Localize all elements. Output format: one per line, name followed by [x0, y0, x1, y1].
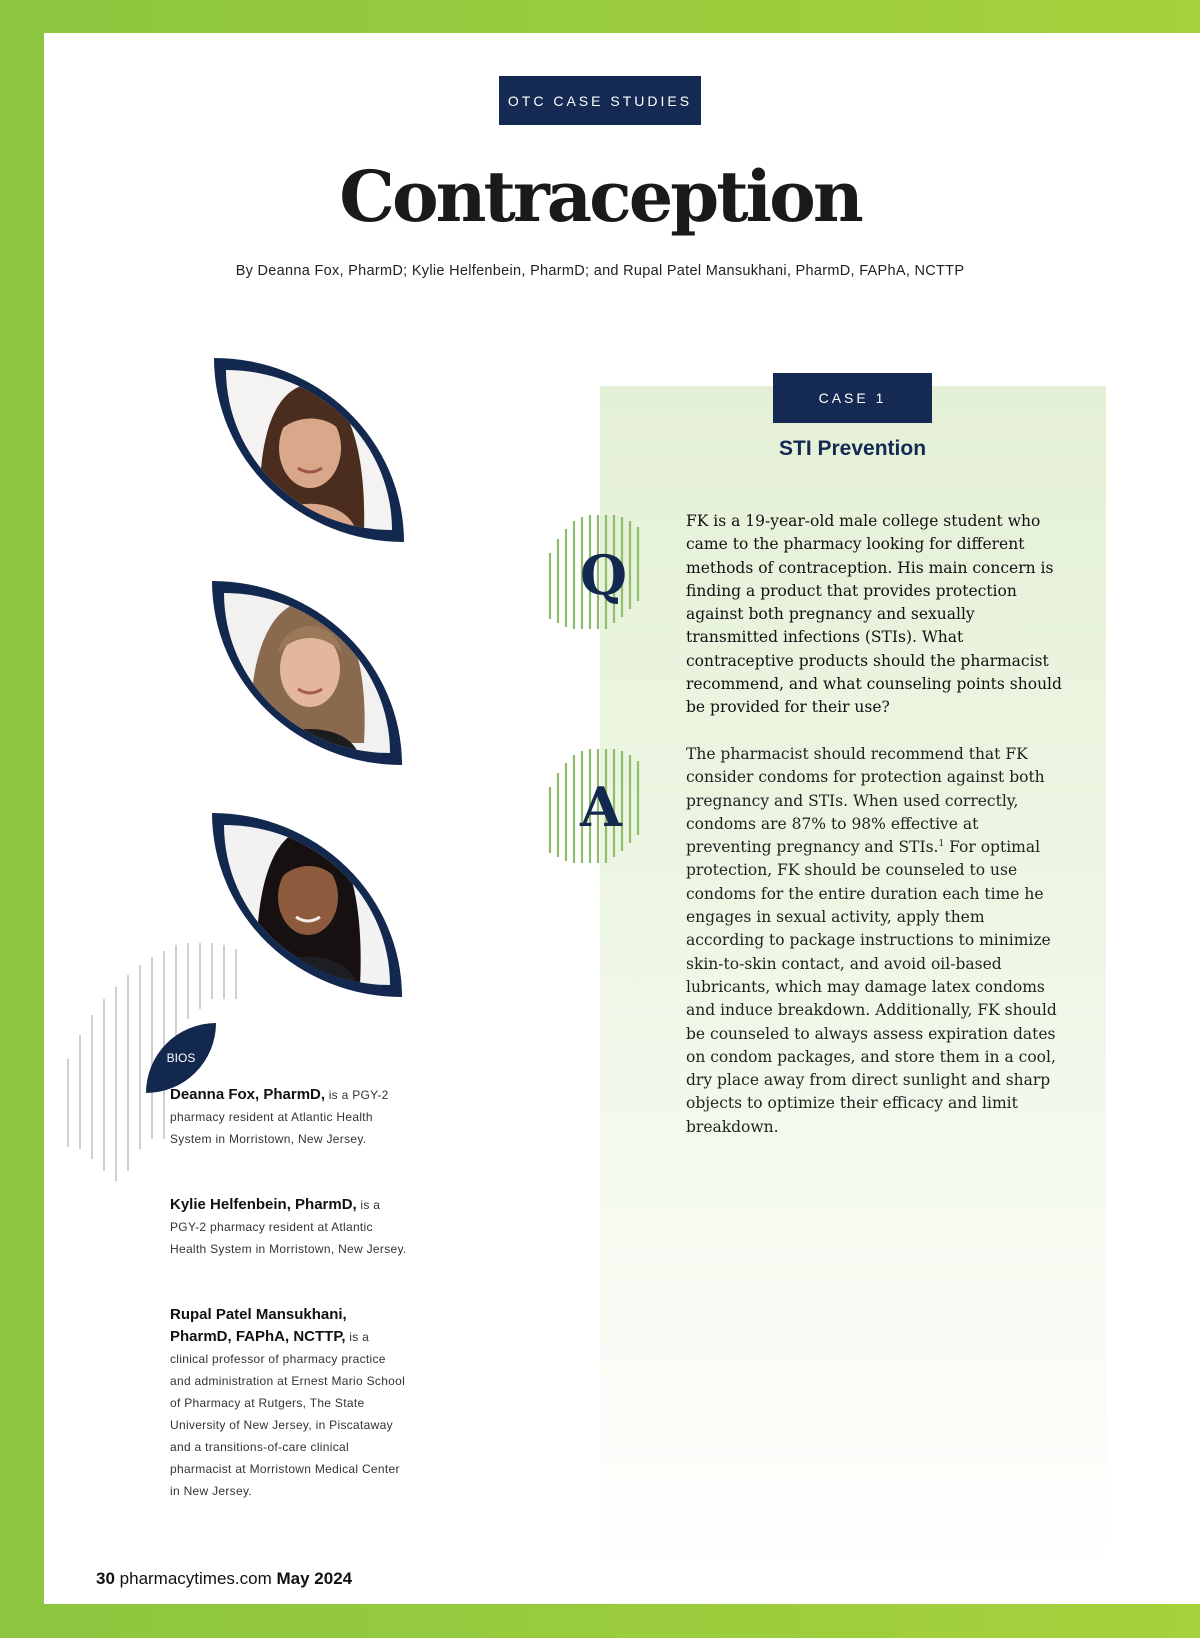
bio-connector: is a [360, 1198, 381, 1212]
footer-site: pharmacytimes.com [119, 1569, 272, 1588]
bio-connector: is a [328, 1088, 349, 1102]
byline: By Deanna Fox, PharmD; Kylie Helfenbein, PharmD; and Rupal Patel Mansukhani, PharmD, FAPhA, NCTTP [235, 263, 965, 279]
page-number: 30 [96, 1569, 115, 1588]
page-title: Contraception [339, 155, 861, 238]
bios-label: BIOS [146, 1023, 216, 1093]
bio-connector: is a [349, 1330, 370, 1344]
portrait-image [224, 593, 390, 753]
case-title: STI Prevention [778, 437, 927, 460]
answer-letter: A [580, 775, 622, 839]
bio-name-line1: Rupal Patel Mansukhani, [170, 1306, 347, 1323]
page [44, 33, 1200, 1604]
bio-text: PGY-2 pharmacy resident at Atlantic Health System in Morristown, New Jersey. [170, 1088, 389, 1146]
answer-text-part1: The pharmacist should recommend that FK consider condoms for protection against both pregnancy and STIs. When used correctly, condoms are 87% to 98% effective at preventing pregnancy and STIs. [686, 745, 1045, 857]
page-footer [96, 1569, 352, 1589]
case-tag: CASE 1 [773, 373, 932, 423]
bio-name: Kylie Helfenbein, PharmD, [170, 1196, 357, 1213]
author-photo-deanna-fox [214, 358, 404, 542]
bio-kylie-helfenbein [170, 1194, 410, 1260]
bio-name: Deanna Fox, PharmD, [170, 1086, 326, 1103]
question-letter: Q [580, 543, 628, 607]
section-label: OTC CASE STUDIES [499, 76, 701, 125]
bio-text: clinical professor of pharmacy practice and administration at Ernest Mario School of Pharmacy at Rutgers, The State University of New Jersey, in Piscataway and a transitions-of-care clinical pharmacist at Morristown Medical Center in New Jersey. [170, 1352, 406, 1498]
portrait-image [226, 370, 392, 530]
answer-text-part2: For optimal protection, FK should be counseled to use condoms for the entire duration each time he engages in sexual activity, apply them according to package instructions to minimize skin-to-skin contact, and avoid oil-based lubricants, which may damage latex condoms and induce breakdown. Additionally, FK should be counseled to always assess expiration dates on condom packages, and store them in a cool, dry place away from direct sunlight and sharp objects to optimize their efficacy and limit breakdown. [686, 838, 1057, 1136]
bio-name-line2: PharmD, FAPhA, NCTTP, [170, 1328, 346, 1345]
footer-issue: May 2024 [276, 1569, 353, 1588]
bio-deanna-fox [170, 1084, 410, 1150]
answer-reference: 1 [938, 839, 945, 850]
question-text: FK is a 19-year-old male college student who came to the pharmacy looking for different methods of contraception. His main concern is finding a product that provides protection against both pregnancy and sexually transmitted infections (STIs). What contraceptive products should the pharmacist recommend, and what counseling points should be provided for their use? [686, 512, 1062, 717]
answer-text [686, 743, 1066, 1139]
bio-rupal-mansukhani [170, 1304, 406, 1502]
bio-text: PGY-2 pharmacy resident at Atlantic Health System in Morristown, New Jersey. [170, 1220, 407, 1256]
portrait-image [224, 825, 390, 985]
author-photo-kylie-helfenbein [212, 581, 402, 765]
